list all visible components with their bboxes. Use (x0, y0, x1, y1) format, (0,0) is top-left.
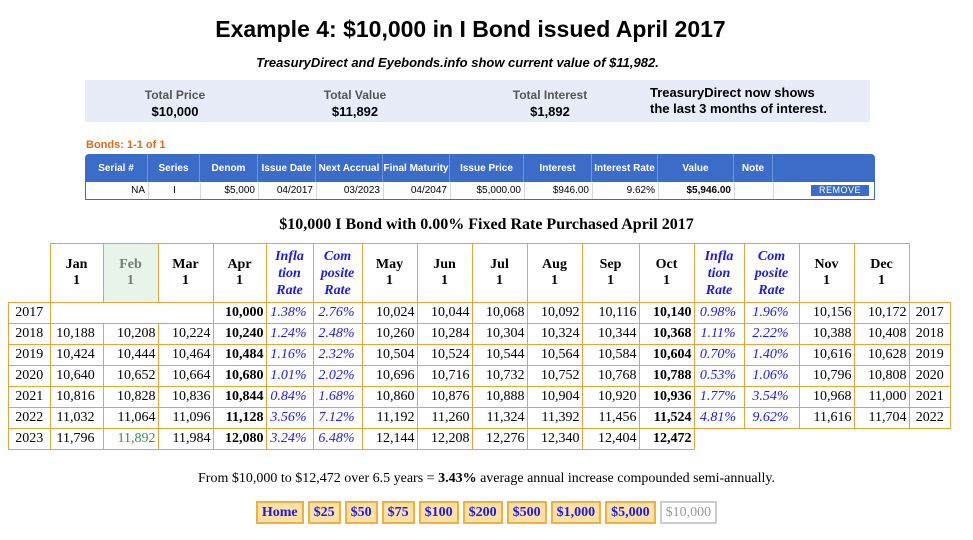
month-header (639, 244, 694, 303)
value-cell: 10,836 (158, 387, 213, 408)
value-cell: 10,584 (582, 345, 639, 366)
total-value (300, 88, 410, 119)
amount-link[interactable]: $500 (507, 501, 547, 524)
year-label: 2018 (9, 324, 51, 345)
bonds-count: Bonds: 1-1 of 1 (86, 139, 166, 151)
month-header (103, 244, 158, 303)
value-cell: 11,128 (213, 408, 266, 429)
month-name: Mar (172, 257, 199, 272)
value-cell: 11,704 (854, 408, 909, 429)
value-cell: 10,116 (582, 303, 639, 324)
cell-issue-price: $5,000.00 (451, 183, 525, 199)
rate-cell: 1.40% (744, 345, 799, 366)
value-cell: 10,260 (362, 324, 417, 345)
rate-header-text: Rate (705, 282, 733, 298)
year-row (9, 324, 951, 345)
value-cell: 11,984 (158, 429, 213, 450)
month-day: 1 (663, 273, 670, 288)
page-title: Example 4: $10,000 in I Bond issued April 2017 (215, 16, 726, 42)
value-cell: 10,696 (362, 366, 417, 387)
value-cell: 11,324 (472, 408, 527, 429)
col-issue-price[interactable]: Issue Price (450, 154, 524, 182)
col-final-maturity[interactable]: Final Maturity (383, 154, 450, 182)
rate-header-text: tion (707, 265, 731, 281)
year-label: 2020 (909, 366, 951, 387)
value-cell: 11,616 (799, 408, 854, 429)
amount-link[interactable]: $50 (345, 501, 378, 524)
value-cell: 11,892 (103, 429, 158, 450)
value-cell: 10,816 (50, 387, 103, 408)
rate-header (266, 244, 313, 303)
value-cell: 10,664 (158, 366, 213, 387)
month-name: Dec (870, 257, 893, 272)
value-cell: 11,096 (158, 408, 213, 429)
empty-filler (694, 429, 951, 450)
cell-note (735, 183, 774, 199)
corner-blank (9, 244, 51, 303)
page-subtitle: TreasuryDirect and Eyebonds.info show current value of $11,982. (256, 55, 659, 70)
summary-rate: 3.43% (438, 471, 477, 486)
value-cell: 12,144 (362, 429, 417, 450)
total-price-value: $10,000 (151, 104, 199, 119)
month-name: Jan (65, 257, 88, 272)
year-label: 2018 (909, 324, 951, 345)
col-denom[interactable]: Denom (200, 154, 258, 182)
cell-action (774, 183, 873, 199)
cell-series: I (149, 183, 201, 199)
year-label: 2019 (909, 345, 951, 366)
value-table (8, 243, 951, 450)
rate-cell: 2.22% (744, 324, 799, 345)
month-name: May (375, 257, 404, 272)
table-title: $10,000 I Bond with 0.00% Fixed Rate Purchased April 2017 (279, 216, 694, 233)
month-name: Nov (814, 257, 839, 272)
rate-header-text: posite (754, 265, 789, 281)
rate-cell: 1.16% (266, 345, 313, 366)
value-cell: 11,192 (362, 408, 417, 429)
value-cell: 10,024 (362, 303, 417, 324)
cell-serial: NA (86, 183, 149, 199)
rate-header (744, 244, 799, 303)
bond-row (85, 182, 875, 200)
month-day: 1 (823, 273, 830, 288)
value-cell: 10,888 (472, 387, 527, 408)
value-cell: 12,472 (639, 429, 694, 450)
value-cell: 10,344 (582, 324, 639, 345)
amount-link[interactable]: $200 (463, 501, 503, 524)
value-cell: 10,044 (417, 303, 472, 324)
value-cell: 11,392 (527, 408, 582, 429)
month-day: 1 (182, 273, 189, 288)
month-day: 1 (386, 273, 393, 288)
remove-button[interactable]: REMOVE (811, 185, 869, 196)
month-name: Oct (655, 257, 678, 272)
month-day: 1 (878, 273, 885, 288)
amount-link[interactable]: $5,000 (605, 501, 656, 524)
rate-header-text: Infla (275, 248, 304, 264)
value-cell: 10,000 (213, 303, 266, 324)
cell-denom: $5,000 (201, 183, 259, 199)
rate-header (694, 244, 744, 303)
summary-sentence (0, 471, 973, 487)
year-label: 2022 (9, 408, 51, 429)
month-name: Jun (433, 257, 456, 272)
cell-interest-rate: 9.62% (593, 183, 659, 199)
value-cell: 10,408 (854, 324, 909, 345)
cell-value: $5,946.00 (659, 183, 735, 199)
year-row (9, 345, 951, 366)
rate-cell: 6.48% (313, 429, 362, 450)
value-cell: 10,068 (472, 303, 527, 324)
value-cell: 10,140 (639, 303, 694, 324)
bond-table (85, 154, 875, 200)
value-cell: 10,524 (417, 345, 472, 366)
total-value-label: Total Value (323, 88, 387, 102)
value-cell: 10,752 (527, 366, 582, 387)
rate-header-text: Infla (704, 248, 734, 264)
value-cell: 10,208 (103, 324, 158, 345)
rate-cell: 3.56% (266, 408, 313, 429)
rate-cell: 1.77% (694, 387, 744, 408)
value-cell: 10,504 (362, 345, 417, 366)
value-cell: 10,796 (799, 366, 854, 387)
value-cell: 11,000 (854, 387, 909, 408)
amount-link[interactable]: $1,000 (551, 501, 602, 524)
amount-link[interactable]: $25 (308, 501, 341, 524)
col-interest-rate[interactable]: Interest Rate (592, 154, 658, 182)
year-row (9, 387, 951, 408)
month-header (50, 244, 103, 303)
value-cell: 12,276 (472, 429, 527, 450)
value-cell: 12,080 (213, 429, 266, 450)
rate-cell: 3.24% (266, 429, 313, 450)
year-label: 2019 (9, 345, 51, 366)
year-label: 2021 (909, 387, 951, 408)
amount-link[interactable]: $100 (419, 501, 459, 524)
value-cell: 10,224 (158, 324, 213, 345)
empty-cells (50, 303, 213, 324)
value-cell: 10,628 (854, 345, 909, 366)
value-cell: 11,260 (417, 408, 472, 429)
rate-header-text: Rate (276, 282, 303, 298)
month-header (417, 244, 472, 303)
rate-header-text: Rate (324, 282, 351, 298)
year-row (9, 408, 951, 429)
month-header (472, 244, 527, 303)
rate-cell: 4.81% (694, 408, 744, 429)
month-day: 1 (236, 273, 243, 288)
month-day: 1 (73, 273, 80, 288)
corner-blank (909, 244, 951, 303)
month-header (799, 244, 854, 303)
year-row (9, 429, 951, 450)
amount-link[interactable]: $75 (382, 501, 415, 524)
col-series[interactable]: Series (148, 154, 200, 182)
month-name: Jul (490, 257, 509, 272)
col-interest[interactable]: Interest (524, 154, 592, 182)
year-label: 2017 (909, 303, 951, 324)
value-cell: 12,208 (417, 429, 472, 450)
month-header (362, 244, 417, 303)
month-day: 1 (441, 273, 448, 288)
summary-sentence-start: From $10,000 to $12,472 over 6.5 years = (198, 471, 439, 486)
home-link[interactable]: Home (256, 501, 304, 524)
rate-header-text: posite (320, 265, 355, 281)
value-cell: 10,368 (639, 324, 694, 345)
value-cell: 10,716 (417, 366, 472, 387)
year-label: 2023 (9, 429, 51, 450)
rate-cell: 1.01% (266, 366, 313, 387)
month-name: Sep (599, 257, 622, 272)
value-cell: 11,524 (639, 408, 694, 429)
month-name: Aug (542, 257, 567, 272)
cell-next-accrual: 03/2023 (317, 183, 384, 199)
value-cell: 12,340 (527, 429, 582, 450)
value-cell: 10,464 (158, 345, 213, 366)
value-cell: 10,680 (213, 366, 266, 387)
value-cell: 10,156 (799, 303, 854, 324)
rate-cell: 0.70% (694, 345, 744, 366)
rate-cell: 7.12% (313, 408, 362, 429)
value-cell: 11,032 (50, 408, 103, 429)
month-name: Feb (119, 257, 142, 272)
interest-note-line1: TreasuryDirect now shows (650, 85, 815, 100)
interest-note (650, 85, 827, 117)
month-day: 1 (496, 273, 503, 288)
total-interest (495, 88, 605, 119)
summary-sentence-end: average annual increase compounded semi-annually. (476, 471, 775, 486)
year-row (9, 303, 951, 324)
value-cell: 11,796 (50, 429, 103, 450)
total-interest-label: Total Interest (512, 88, 588, 102)
value-cell: 10,860 (362, 387, 417, 408)
rate-cell: 3.54% (744, 387, 799, 408)
value-cell: 10,544 (472, 345, 527, 366)
col-note[interactable]: Note (734, 154, 773, 182)
rate-cell: 1.38% (266, 303, 313, 324)
value-cell: 12,404 (582, 429, 639, 450)
interest-note-line2: the last 3 months of interest. (650, 101, 827, 116)
value-cell: 10,240 (213, 324, 266, 345)
rate-cell: 1.68% (313, 387, 362, 408)
month-day: 1 (551, 273, 558, 288)
value-cell: 10,920 (582, 387, 639, 408)
month-day: 1 (127, 273, 134, 288)
total-value-value: $11,892 (331, 104, 379, 119)
month-header (158, 244, 213, 303)
rate-cell: 2.76% (313, 303, 362, 324)
rate-header (313, 244, 362, 303)
rate-cell: 0.53% (694, 366, 744, 387)
value-cell: 10,188 (50, 324, 103, 345)
bond-table-header (85, 154, 875, 182)
rate-header-text: tion (278, 265, 301, 281)
value-cell: 10,304 (472, 324, 527, 345)
rate-cell: 1.11% (694, 324, 744, 345)
value-cell: 11,064 (103, 408, 158, 429)
value-cell: 10,968 (799, 387, 854, 408)
year-label: 2020 (9, 366, 51, 387)
value-cell: 10,388 (799, 324, 854, 345)
value-cell: 10,424 (50, 345, 103, 366)
value-cell: 10,564 (527, 345, 582, 366)
rate-header-text: Rate (758, 282, 785, 298)
value-cell: 10,768 (582, 366, 639, 387)
value-cell: 10,444 (103, 345, 158, 366)
year-row (9, 366, 951, 387)
year-label: 2017 (9, 303, 51, 324)
amount-nav (0, 501, 973, 524)
rate-cell: 1.24% (266, 324, 313, 345)
value-cell: 11,456 (582, 408, 639, 429)
cell-final-maturity: 04/2047 (384, 183, 451, 199)
cell-issue-date: 04/2017 (259, 183, 317, 199)
value-cell: 10,652 (103, 366, 158, 387)
value-cell: 10,284 (417, 324, 472, 345)
year-label: 2022 (909, 408, 951, 429)
rate-cell: 2.32% (313, 345, 362, 366)
value-cell: 10,808 (854, 366, 909, 387)
value-cell: 10,604 (639, 345, 694, 366)
month-day: 1 (607, 273, 614, 288)
rate-header-text: Com (323, 248, 352, 264)
value-cell: 10,092 (527, 303, 582, 324)
value-cell: 10,324 (527, 324, 582, 345)
value-cell: 10,172 (854, 303, 909, 324)
value-cell: 10,876 (417, 387, 472, 408)
month-header (854, 244, 909, 303)
rate-cell: 2.48% (313, 324, 362, 345)
rate-cell: 0.84% (266, 387, 313, 408)
value-cell: 10,844 (213, 387, 266, 408)
rate-cell: 1.96% (744, 303, 799, 324)
rate-cell: 0.98% (694, 303, 744, 324)
amount-link[interactable]: $10,000 (660, 501, 718, 524)
col-serial[interactable]: Serial # (85, 154, 148, 182)
value-cell: 10,616 (799, 345, 854, 366)
value-cell: 10,828 (103, 387, 158, 408)
month-header (213, 244, 266, 303)
value-cell: 10,640 (50, 366, 103, 387)
value-cell: 10,788 (639, 366, 694, 387)
total-price-label: Total Price (144, 88, 206, 102)
value-cell: 10,936 (639, 387, 694, 408)
value-cell: 10,732 (472, 366, 527, 387)
total-price (125, 88, 225, 119)
month-header (527, 244, 582, 303)
month-header (582, 244, 639, 303)
summary-panel (85, 80, 870, 122)
year-label: 2021 (9, 387, 51, 408)
rate-cell: 9.62% (744, 408, 799, 429)
col-action (773, 154, 874, 182)
col-value[interactable]: Value (658, 154, 734, 182)
value-cell: 10,904 (527, 387, 582, 408)
col-next-accrual[interactable]: Next Accrual (316, 154, 383, 182)
rate-header-text: Com (757, 248, 786, 264)
col-issue-date[interactable]: Issue Date (258, 154, 316, 182)
cell-interest: $946.00 (525, 183, 593, 199)
month-name: Apr (227, 257, 252, 272)
rate-cell: 2.02% (313, 366, 362, 387)
total-interest-value: $1,892 (530, 104, 570, 119)
rate-cell: 1.06% (744, 366, 799, 387)
value-cell: 10,484 (213, 345, 266, 366)
